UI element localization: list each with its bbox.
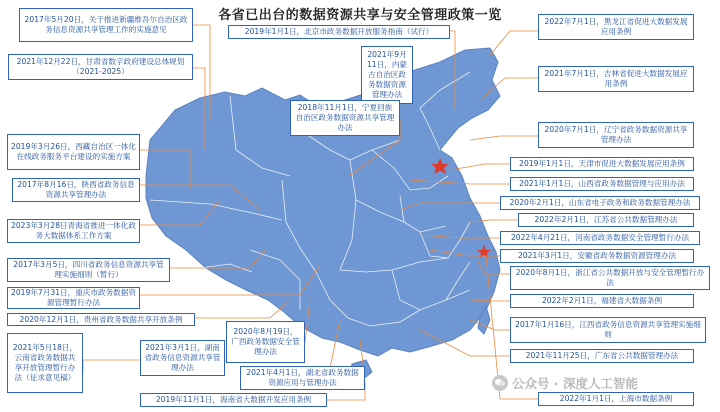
policy-text: 2021年7月1日，吉林省促进大数据发展应用条例 xyxy=(544,69,688,88)
policy-box-jiangxi xyxy=(510,317,706,343)
policy-box-anhui xyxy=(500,249,694,263)
policy-box-hainan xyxy=(140,393,327,407)
policy-text: 2018年11月1日，宁夏回族自治区政务数据资源共享管理办法 xyxy=(295,103,395,132)
policy-text: 2022年2月1日，江苏省公共数据管理办法 xyxy=(534,215,678,224)
policy-box-guangxi xyxy=(226,321,305,363)
policy-box-guangdong xyxy=(510,349,694,363)
policy-box-zhejiang xyxy=(510,266,710,290)
policy-text: 2022年1月1日，上海市数据条例 xyxy=(559,394,673,403)
policy-text: 2022年2月1日，福建省大数据条例 xyxy=(541,296,663,305)
policy-text: 2017年3月5日，四川省政务信息资源共享管理实施细则（暂行） xyxy=(13,260,164,279)
policy-text: 2020年8月19日，广西政务数据安全管理办法 xyxy=(231,327,300,356)
policy-text: 2021年5月18日，云南省政务数据共享开放管理暂行办法（征求意见稿） xyxy=(12,343,78,382)
policy-text: 2023年3月28日青海省推进一体化政务大数据体系工作方案 xyxy=(11,221,136,240)
policy-text: 2017年5月20日，关于推进新疆维吾尔自治区政务信息资源共享管理工作的实施意见 xyxy=(24,15,188,34)
policy-box-shaanxi xyxy=(12,178,140,202)
policy-text: 2021年12月22日，甘肃省数字政府建设总体规划（2021-2025） xyxy=(16,57,185,76)
policy-text: 2020年2月1日，山东省电子政务和政务数据管理办法 xyxy=(509,198,691,207)
policy-text: 2020年12月1日，贵州省政务数据共享开放条例 xyxy=(19,314,183,324)
policy-box-shanxi xyxy=(510,177,694,191)
policy-box-yunnan xyxy=(7,333,83,393)
policy-text: 2017年8月16日，陕西省政务信息资源共享管理办法 xyxy=(17,180,135,199)
policy-box-gansu xyxy=(8,54,193,80)
policy-box-henan xyxy=(500,231,700,245)
policy-text: 2021年11月25日，广东省公共数据管理办法 xyxy=(525,351,679,360)
policy-text: 2022年4月21日，河南省政务数据安全管理暂行办法 xyxy=(510,233,690,242)
policy-box-heilongjiang xyxy=(538,14,694,40)
policy-box-neimenggu xyxy=(361,46,413,104)
policy-text: 2021年9月11日，内蒙古自治区政务数据资源管理办法 xyxy=(366,50,408,99)
policy-text: 2022年7月1日，黑龙江省促进大数据发展应用条例 xyxy=(544,17,688,36)
watermark xyxy=(492,374,638,392)
policy-text: 2020年7月1日，辽宁省政务数据资源共享管理办法 xyxy=(544,125,688,144)
policy-text: 2019年3月26日，西藏自治区一体化在线政务服务平台建设的实施方案 xyxy=(11,142,136,161)
policy-text: 2021年3月1日，湖南省政务信息资源共享管理办法 xyxy=(144,343,221,372)
policy-text: 2021年3月1日，安徽省政务数据资源管理办法 xyxy=(517,251,677,260)
page-title: 各省已出台的数据资源共享与安全管理政策一览 xyxy=(218,8,502,23)
policy-box-fujian xyxy=(510,294,694,308)
policy-box-shandong xyxy=(500,196,700,210)
policy-text: 2020年8月1日，浙江省公共数据开放与安全管理暂行办法 xyxy=(515,268,705,287)
policy-text: 2019年1月1日，北京市政务数据开放服务指南（试行） xyxy=(244,27,434,36)
policy-box-jiangsu xyxy=(518,213,694,227)
map-outline xyxy=(146,48,500,380)
policy-box-ningxia xyxy=(290,100,400,136)
policy-box-sichuan xyxy=(7,258,170,282)
policy-text: 2021年1月1日，山西省政务数据管理与应用办法 xyxy=(519,179,685,188)
policy-text: 2017年1月16日，江西省政务信息资源共享管理实施细则 xyxy=(515,320,701,339)
policy-text: 2021年4月1日，湖北省政务数据资源应用与管理办法 xyxy=(246,368,359,387)
policy-box-hunan xyxy=(140,340,225,376)
policy-box-beijing xyxy=(228,25,450,39)
policy-box-qinghai xyxy=(7,219,140,243)
policy-box-liaoning xyxy=(538,122,694,148)
policy-box-xizang xyxy=(7,134,140,170)
policy-box-hubei xyxy=(240,366,365,390)
policy-box-jilin xyxy=(538,66,694,92)
policy-box-tianjin xyxy=(510,157,694,171)
policy-box-xinjiang xyxy=(19,8,193,42)
policy-box-guizhou xyxy=(7,313,195,326)
watermark-text: 公众号 · 深度人工智能 xyxy=(512,376,638,391)
policy-box-chongqing xyxy=(7,287,140,309)
policy-text: 2019年1月1日，天津市促进大数据发展应用条例 xyxy=(519,159,685,168)
policy-text: 2019年7月31日，重庆市政务数据资源管理暂行办法 xyxy=(11,288,136,307)
policy-text: 2019年11月1日，海南省大数据开发应用条例 xyxy=(155,395,312,404)
policy-box-shanghai xyxy=(538,392,694,406)
wechat-icon xyxy=(492,375,508,391)
